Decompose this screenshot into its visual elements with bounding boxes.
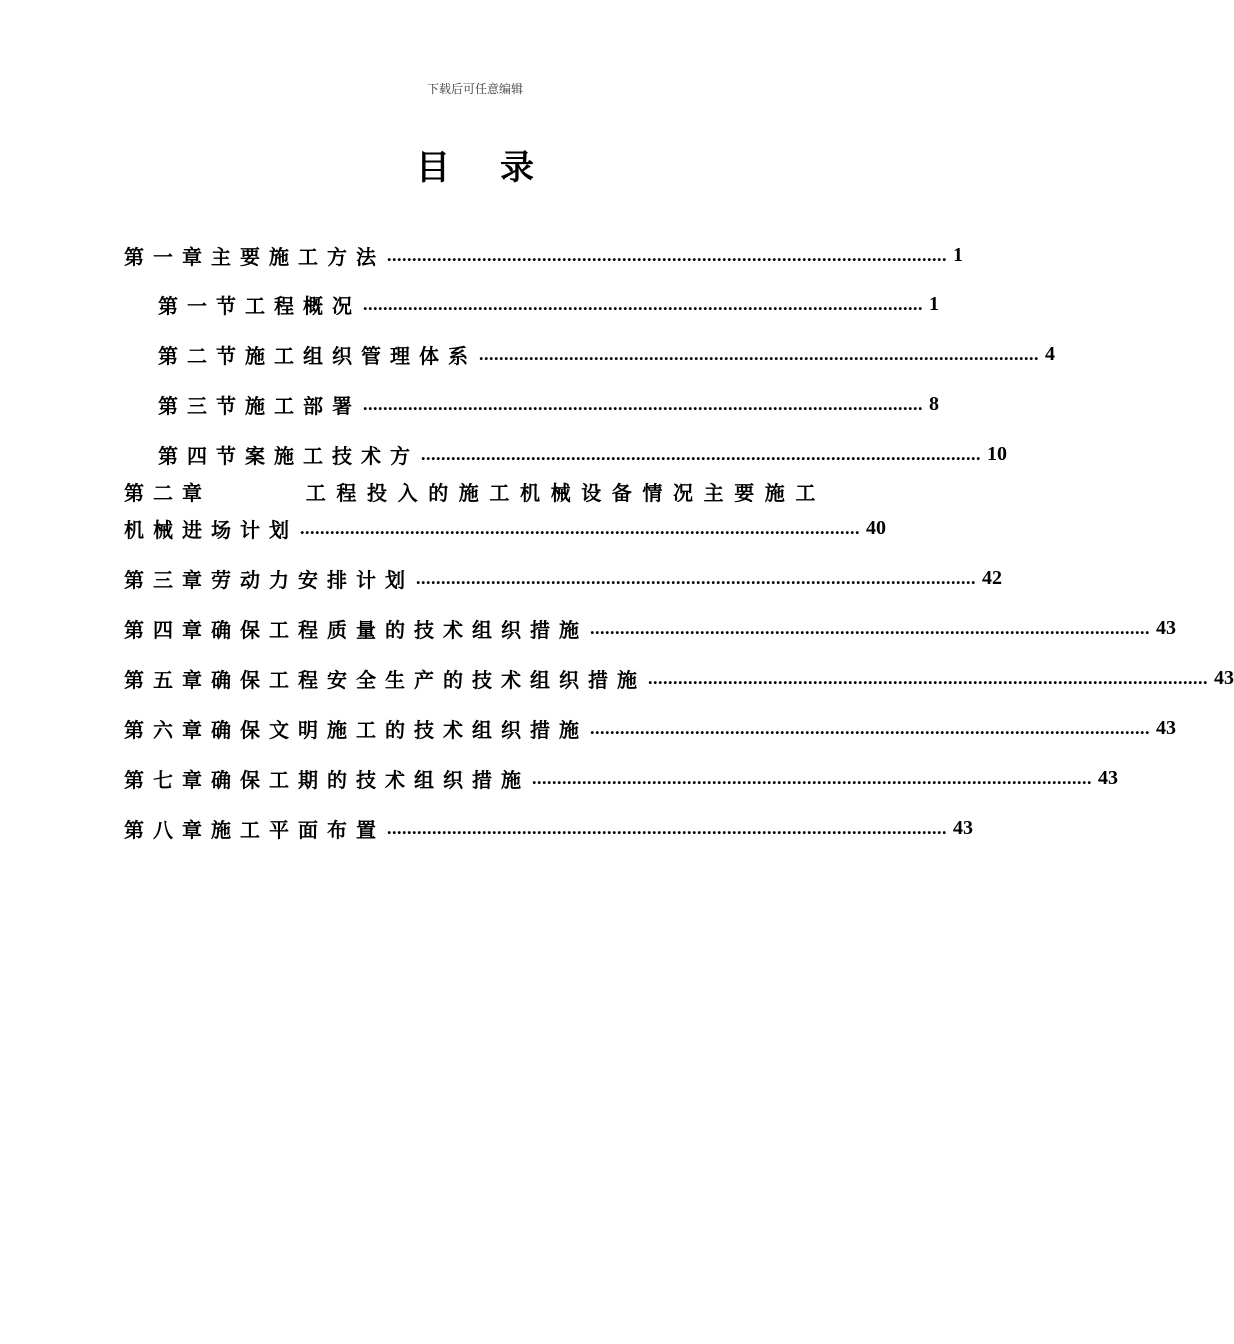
toc-entry-label: 第一章 xyxy=(124,244,211,269)
toc-entry-label: 第三节 xyxy=(158,393,245,418)
toc-entry-chapter-5[interactable] xyxy=(124,663,1234,693)
toc-entry-label: 第二章 xyxy=(124,480,211,505)
toc-entry-label: 第五章 xyxy=(124,667,211,692)
toc-entry-text: 确保工期的技术组织措施 xyxy=(211,767,530,792)
toc-entry-page: 42 xyxy=(982,566,1002,589)
toc-entry-label: 第四章 xyxy=(124,617,211,642)
toc-entry-page: 40 xyxy=(866,516,886,539)
toc-entry-page: 43 xyxy=(953,816,973,839)
toc-entry-text: 施工部署 xyxy=(245,393,361,418)
toc-leader-dots: ................................................................................................................ xyxy=(421,444,981,464)
toc-leader-dots: ................................................................................................................ xyxy=(387,245,947,265)
toc-entry-text: 确保工程安全生产的技术组织措施 xyxy=(211,667,646,692)
toc-entry-label: 第二节 xyxy=(158,343,245,368)
toc-entry-section-3[interactable] xyxy=(158,389,939,419)
toc-entry-text: 施工平面布置 xyxy=(211,817,385,842)
toc-entry-label: 第三章 xyxy=(124,567,211,592)
toc-entry-page: 1 xyxy=(953,243,963,266)
toc-entry-chapter-7[interactable] xyxy=(124,763,1118,793)
toc-entry-page: 43 xyxy=(1156,716,1176,739)
toc-leader-dots: ................................................................................................................ xyxy=(532,768,1092,788)
toc-entry-chapter-6[interactable] xyxy=(124,713,1176,743)
toc-leader-dots: ................................................................................................................ xyxy=(590,718,1150,738)
toc-entry-page: 43 xyxy=(1156,616,1176,639)
toc-entry-label: 第六章 xyxy=(124,717,211,742)
toc-entry-chapter-4[interactable] xyxy=(124,613,1176,643)
toc-entry-text-continued: 机械进场计划 xyxy=(124,517,298,542)
toc-entry-page: 1 xyxy=(929,292,939,315)
toc-entry-page: 43 xyxy=(1214,666,1234,689)
toc-entry-chapter-8[interactable] xyxy=(124,813,973,843)
toc-leader-dots: ................................................................................................................ xyxy=(363,294,923,314)
toc-entry-text: 劳动力安排计划 xyxy=(211,567,414,592)
toc-entry-text: 工程概况 xyxy=(245,293,361,318)
toc-leader-dots: ................................................................................................................ xyxy=(479,344,1039,364)
toc-entry-page: 8 xyxy=(929,392,939,415)
toc-entry-section-4[interactable] xyxy=(158,439,1007,469)
toc-entry-page: 43 xyxy=(1098,766,1118,789)
toc-entry-chapter-3[interactable] xyxy=(124,563,1002,593)
toc-entry-text: 施工组织管理体系 xyxy=(245,343,477,368)
toc-entry-text: 主要施工方法 xyxy=(211,244,385,269)
toc-entry-text: 确保工程质量的技术组织措施 xyxy=(211,617,588,642)
toc-entry-chapter-2-line-1[interactable] xyxy=(124,476,826,506)
toc-leader-dots: ................................................................................................................ xyxy=(590,618,1150,638)
toc-entry-text: 确保文明施工的技术组织措施 xyxy=(211,717,588,742)
page-title: 目录 xyxy=(416,148,584,188)
toc-entry-label: 第七章 xyxy=(124,767,211,792)
toc-entry-chapter-1[interactable] xyxy=(124,240,963,270)
toc-leader-dots: ................................................................................................................ xyxy=(416,568,976,588)
toc-leader-dots: ................................................................................................................ xyxy=(648,668,1208,688)
toc-entry-label: 第八章 xyxy=(124,817,211,842)
toc-entry-section-1[interactable] xyxy=(158,289,939,319)
toc-leader-dots: ................................................................................................................ xyxy=(363,394,923,414)
header-note: 下载后可任意编辑 xyxy=(426,82,523,96)
toc-entry-page: 4 xyxy=(1045,342,1055,365)
toc-entry-label: 第四节 xyxy=(158,443,245,468)
toc-leader-dots: ................................................................................................................ xyxy=(387,818,947,838)
toc-entry-chapter-2-line-2[interactable] xyxy=(124,513,886,543)
toc-leader-dots: ................................................................................................................ xyxy=(300,518,860,538)
toc-entry-section-2[interactable] xyxy=(158,339,1055,369)
toc-entry-text: 工程投入的施工机械设备情况主要施工 xyxy=(305,480,826,505)
toc-entry-label: 第一节 xyxy=(158,293,245,318)
toc-entry-page: 10 xyxy=(987,442,1007,465)
toc-entry-text: 案施工技术方 xyxy=(245,443,419,468)
